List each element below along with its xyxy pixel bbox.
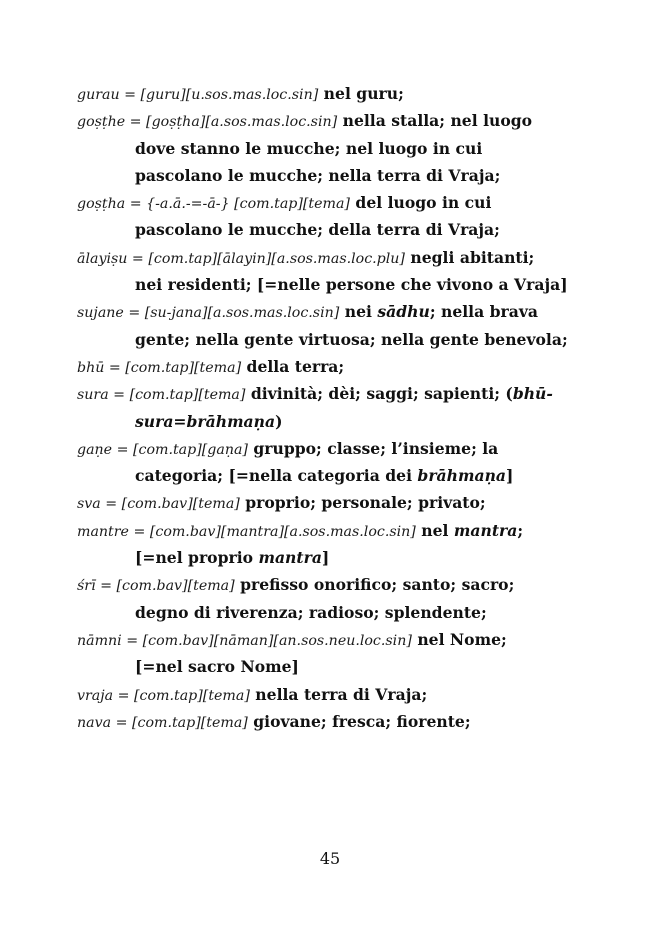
definition-text: giovane; fresca; fiorente; [247,711,471,731]
entry-definition [235,575,515,594]
definition-text: dove stanno le mucche; nel luogo in cui [135,138,483,158]
definition-text: della terra; [241,356,345,376]
entry-definition [135,166,500,185]
entry-first-line [77,571,587,598]
definition-text: [=nel proprio [135,548,259,568]
entry-definition [318,84,404,103]
entry-first-line [77,626,587,653]
entry-definition [350,193,491,212]
definition-emphasis: bhū- [512,384,553,404]
entry-first-line [77,435,587,462]
definition-text: gente; nella gente virtuosa; nella gente benevola; [135,329,568,349]
definition-text: gruppo; classe; l’insieme; la [247,438,499,458]
entry-continuation-line [77,653,587,680]
definition-text: [=nel sacro Nome] [135,657,299,677]
glossary-entry [77,626,587,681]
entry-first-line [77,708,587,735]
glossary-entry [77,189,587,244]
entry-term: bhū = [com.tap][tema] [77,359,242,376]
glossary-entry [77,489,587,516]
entry-continuation-line [77,544,587,571]
entry-continuation-line [77,326,587,353]
definition-text: pascolano le mucche; nella terra di Vraja; [135,165,501,185]
entry-term: mantre = [com.bav][mantra][a.sos.mas.loc.sin] [77,523,416,540]
glossary-entry [77,708,587,735]
definition-text: ; nella brava [429,302,539,322]
entry-first-line [77,353,587,380]
entry-first-line [77,489,587,516]
entry-continuation-line [77,462,587,489]
entry-continuation-line [77,162,587,189]
glossary-entries [77,80,587,735]
definition-text: nel [415,520,454,540]
definition-text: del luogo in cui [349,193,492,213]
entry-first-line [77,681,587,708]
entry-first-line [77,189,587,216]
glossary-entry [77,298,587,353]
glossary-entry [77,80,587,107]
entry-definition [135,657,299,676]
entry-continuation-line [77,135,587,162]
entry-definition [416,521,523,540]
glossary-entry [77,517,587,572]
entry-term: gaṇe = [com.tap][gaṇa] [77,441,248,458]
entry-first-line [77,298,587,325]
definition-emphasis: sura=brāhmaṇa [135,411,276,431]
entry-term: gurau = [guru][u.sos.mas.loc.sin] [77,87,319,103]
entry-term: sujane = [su-jana][a.sos.mas.loc.sin] [77,305,340,322]
definition-emphasis: brāhmaṇa [417,466,507,486]
entry-term: goṣṭhe = [goṣṭha][a.sos.mas.loc.sin] [77,114,338,131]
entry-term: nava = [com.tap][tema] [77,714,248,731]
definition-emphasis: mantra [453,520,518,540]
entry-definition [135,330,568,349]
entry-definition [248,439,498,458]
entry-definition [135,603,487,622]
entry-definition [412,630,507,649]
entry-definition [245,384,552,403]
entry-definition [135,466,513,485]
entry-definition [405,248,534,267]
definition-text: ] [321,548,330,568]
entry-first-line [77,107,587,134]
entry-term: sva = [com.bav][tema] [77,496,240,513]
entry-definition [135,412,283,431]
definition-emphasis: mantra [258,548,322,568]
definition-text: nel guru; [318,84,404,103]
definition-text: nei residenti; [=nelle persone che vivono a Vraja] [135,275,568,295]
definition-text: prefisso onorifico; santo; sacro; [234,575,515,595]
entry-definition [135,139,482,158]
glossary-entry [77,353,587,380]
entry-term: śrī = [com.bav][tema] [77,578,235,595]
definition-text: nel Nome; [411,629,507,649]
entry-continuation-line [77,599,587,626]
glossary-entry [77,380,587,435]
glossary-entry [77,435,587,490]
definition-text: ) [275,411,283,431]
entry-definition [240,493,486,512]
entry-term: ālayiṣu = [com.tap][ālayin][a.sos.mas.loc.plu] [77,250,405,267]
entry-term: nāmni = [com.bav][nāman][an.sos.neu.loc.sin] [77,632,412,649]
entry-term: vraja = [com.tap][tema] [77,687,250,704]
glossary-entry [77,571,587,626]
entry-definition [135,548,329,567]
entry-term: sura = [com.tap][tema] [77,387,246,404]
definition-text: negli abitanti; [404,247,535,267]
entry-definition [135,220,500,239]
definition-text: ; [517,520,524,540]
page-number: 45 [319,849,341,868]
glossary-entry [77,244,587,299]
definition-text: divinità; dèi; saggi; sapienti; ( [245,384,513,404]
entry-continuation-line [77,408,587,435]
definition-text: nei [339,302,378,322]
entry-first-line [77,244,587,271]
glossary-entry [77,107,587,189]
definition-emphasis: sādhu [377,302,430,322]
entry-first-line [77,80,587,107]
entry-term: goṣṭha = {-a.ā.-=-ā-} [com.tap][tema] [77,196,350,213]
definition-text: nella terra di Vraja; [249,684,428,704]
entry-definition [241,357,344,376]
definition-text: ] [506,466,514,486]
entry-definition [250,685,427,704]
entry-definition [248,712,471,731]
definition-text: pascolano le mucche; della terra di Vraja; [135,220,500,240]
entry-first-line [77,517,587,544]
entry-continuation-line [77,271,587,298]
entry-continuation-line [77,216,587,243]
definition-text: proprio; personale; privato; [239,493,486,513]
entry-definition [337,111,532,130]
definition-text: degno di riverenza; radioso; splendente; [135,602,487,622]
definition-text: nella stalla; nel luogo [337,111,533,131]
entry-definition [135,275,568,294]
entry-first-line [77,380,587,407]
definition-text: categoria; [=nella categoria dei [135,466,418,486]
entry-definition [339,302,538,321]
glossary-entry [77,681,587,708]
